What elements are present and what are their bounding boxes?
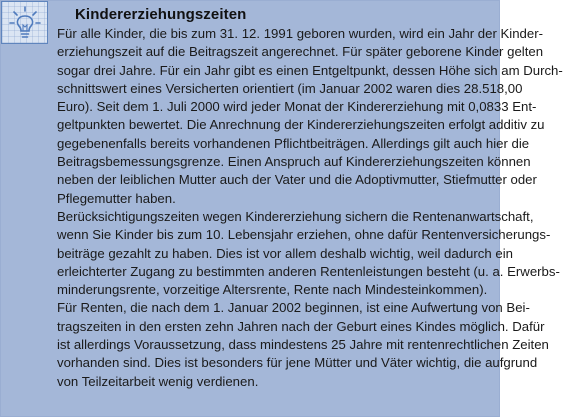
text-line: sogar drei Jahre. Für ein Jahr gibt es einen Entgeltpunkt, dessen Höhe sich am Durch- [57,62,563,78]
text-line: ist allerdings Voraussetzung, dass mindestens 25 Jahre mit rentenrechtlichen Zeiten [57,337,549,353]
text-line: Für Renten, die nach dem 1. Januar 2002 beginnen, ist eine Aufwertung von Bei- [57,300,530,316]
text-line: tragszeiten in den ersten zehn Jahren nach der Geburt eines Kindes möglich. Dafür [57,318,545,334]
text-line: gegebenenfalls bereits vorhandenen Pflichtbeiträgen. Allerdings gilt auch hier die [57,135,530,151]
lightbulb-icon [6,4,44,42]
text-line: minderungsrente, vorzeitige Altersrente, Rente nach Mindesteinkommen). [57,282,488,298]
text-line: Beitragsbemessungsgrenze. Einen Anspruch auf Kindererziehungszeiten können [57,154,531,170]
text-line: von Teilzeitarbeit wenig verdienen. [57,373,259,389]
text-line: Für alle Kinder, die bis zum 31. 12. 1991 geboren wurden, wird ein Jahr der Kinder- [57,26,544,41]
body-text [57,25,563,391]
text-line: neben der leiblichen Mutter auch der Vater und die Adoptivmutter, Stiefmutter oder [57,172,537,188]
text-line: geltpunkten bewertet. Die Anrechnung der Kindererziehungszeiten erfolgt additiv zu [57,117,545,133]
text-line: Berücksichtigungszeiten wegen Kindererziehung sichern die Rentenanwartschaft, [57,208,534,224]
text-line: vorhanden sind. Dies ist besonders für jene Mütter und Väter wichtig, die aufgrund [57,355,538,371]
text-line: Euro). Seit dem 1. Juli 2000 wird jeder Monat der Kindererziehung mit 0,0833 Ent- [57,99,537,115]
text-line: schnittswert eines Versicherten orientiert (im Januar 2002 waren dies 28.518,00 [57,80,523,96]
text-line: Pflegemutter haben. [57,190,176,206]
icon-frame [1,1,48,44]
text-line: beiträge gezahlt zu haben. Dies ist vor allem deshalb wichtig, weil dadurch ein [57,245,513,261]
text-line: erleichterter Zugang zu bestimmten anderen Rentenleistungen besteht (u. a. Erwerbs- [57,263,560,279]
box-title: Kindererziehungszeiten [75,6,247,23]
text-line: wenn Sie Kinder bis zum 10. Lebensjahr erziehen, ohne dafür Rentenversicherungs- [57,227,551,243]
text-line: erziehungszeit auf die Beitragszeit angerechnet. Für später geborene Kinder gelten [57,44,544,60]
